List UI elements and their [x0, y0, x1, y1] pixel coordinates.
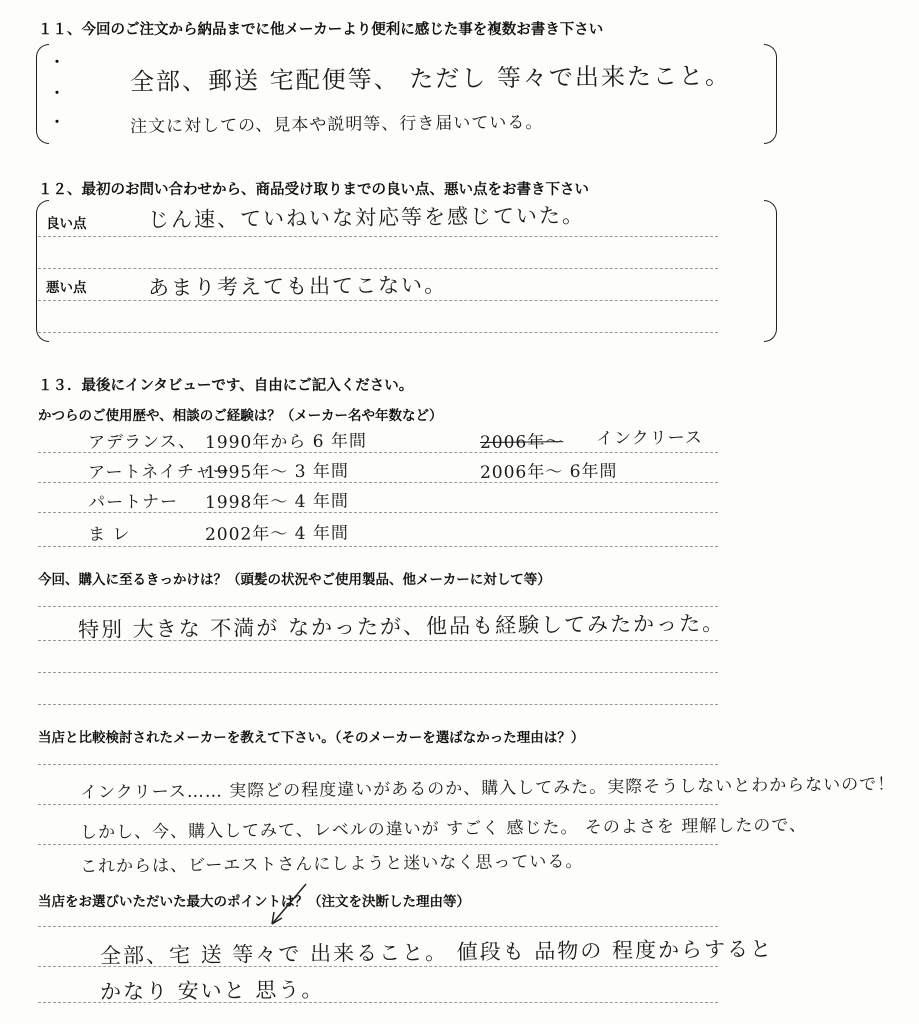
answer-line: [38, 300, 718, 301]
history-struck-text: 2006年～: [479, 432, 564, 453]
point-answer-1: 全部、宅 送 等々で 出来ること。 値段も 品物の 程度からすると: [99, 936, 774, 968]
history-maker: ま レ: [87, 524, 131, 545]
history-maker: アートネイチャー: [87, 461, 231, 483]
answer-line: [38, 844, 718, 845]
bad-point-label: 悪い点: [46, 280, 87, 296]
answer-line: [38, 482, 718, 483]
history-period: 1998年～ 4 年間: [204, 491, 350, 513]
answer-line: [38, 640, 718, 641]
history-period: 1995年～ 3 年間: [204, 461, 350, 483]
answer-line: [38, 804, 718, 805]
good-point-answer: じん速、ていねいな対応等を感じていた。: [147, 203, 586, 232]
q11-answer-2: 注文に対しての、見本や説明等、行き届いている。: [129, 112, 544, 137]
history-maker: パートナー: [87, 492, 179, 513]
compare-question: 当店と比較検討されたメーカーを教えて下さい。（そのメーカーを選ばなかった理由は？）: [38, 730, 585, 746]
history-question: かつらのご使用歴や、相談のご経験は？（メーカー名や年数など）: [38, 408, 443, 424]
q12-bracket-right: [764, 200, 777, 342]
bad-point-answer: あまり考えても出てこない。: [147, 272, 448, 300]
answer-line: [38, 672, 718, 673]
answer-line: [38, 1002, 718, 1003]
history-right-maker: インクリース: [595, 427, 703, 449]
answer-line: [38, 546, 718, 547]
point-question: 当店をお選びいただいた最大のポイントは？（注文を決断した理由等）: [38, 894, 470, 910]
history-maker: アデランス、: [87, 431, 197, 453]
reason-question: 今回、購入に至るきっかけは？（頭髪の状況やご使用製品、他メーカーに対して等）: [38, 572, 551, 588]
q11-title: １１、今回のご注文から納品までに他メーカーより便利に感じた事を複数お書き下さい: [38, 22, 604, 38]
answer-line: [38, 704, 718, 705]
history-period: 2002年～ 4 年間: [204, 523, 350, 545]
history-right-period: 2006年～ 6年間: [479, 461, 618, 483]
reason-answer: 特別 大きな 不満が なかったが、他品も経験してみたかった。: [77, 611, 726, 642]
q11-bullet: ・: [50, 55, 64, 71]
answer-line: [38, 452, 718, 453]
q11-bracket-right: [764, 44, 777, 144]
pointer-arrow-icon: [262, 880, 312, 932]
answer-line: [38, 332, 718, 333]
answer-line: [38, 236, 718, 237]
compare-answer-1: インクリース…… 実際どの程度違いがあるのか、購入してみた。実際そうしないとわからないので！: [79, 774, 896, 803]
point-answer-2: かなり 安いと 思う。: [99, 977, 325, 1004]
good-point-label: 良い点: [46, 216, 87, 232]
q13-title: １３．最後にインタビューです、自由にご記入ください。: [38, 378, 414, 394]
q12-title: １２、最初のお問い合わせから、商品受け取りまでの良い点、悪い点をお書き下さい: [38, 182, 589, 198]
history-period: 1990年から 6 年間: [204, 431, 368, 453]
compare-answer-2: しかし、今、購入してみて、レベルの違いが すごく 感じた。 そのよさを 理解したので、: [79, 815, 808, 843]
answer-line: [38, 512, 718, 513]
compare-answer-3: これからは、ビーエストさんにしようと迷いなく思っている。: [79, 851, 584, 877]
q11-bracket-left: [36, 44, 49, 144]
answer-line: [38, 764, 718, 765]
q11-bullet: ・: [50, 86, 64, 102]
answer-line: [38, 606, 718, 607]
q11-bullet: ・: [50, 115, 64, 131]
answer-line: [38, 966, 718, 967]
q11-answer-1: 全部、郵送 宅配便等、 ただし 等々で出来たこと。: [129, 61, 732, 96]
answer-line: [38, 926, 718, 927]
